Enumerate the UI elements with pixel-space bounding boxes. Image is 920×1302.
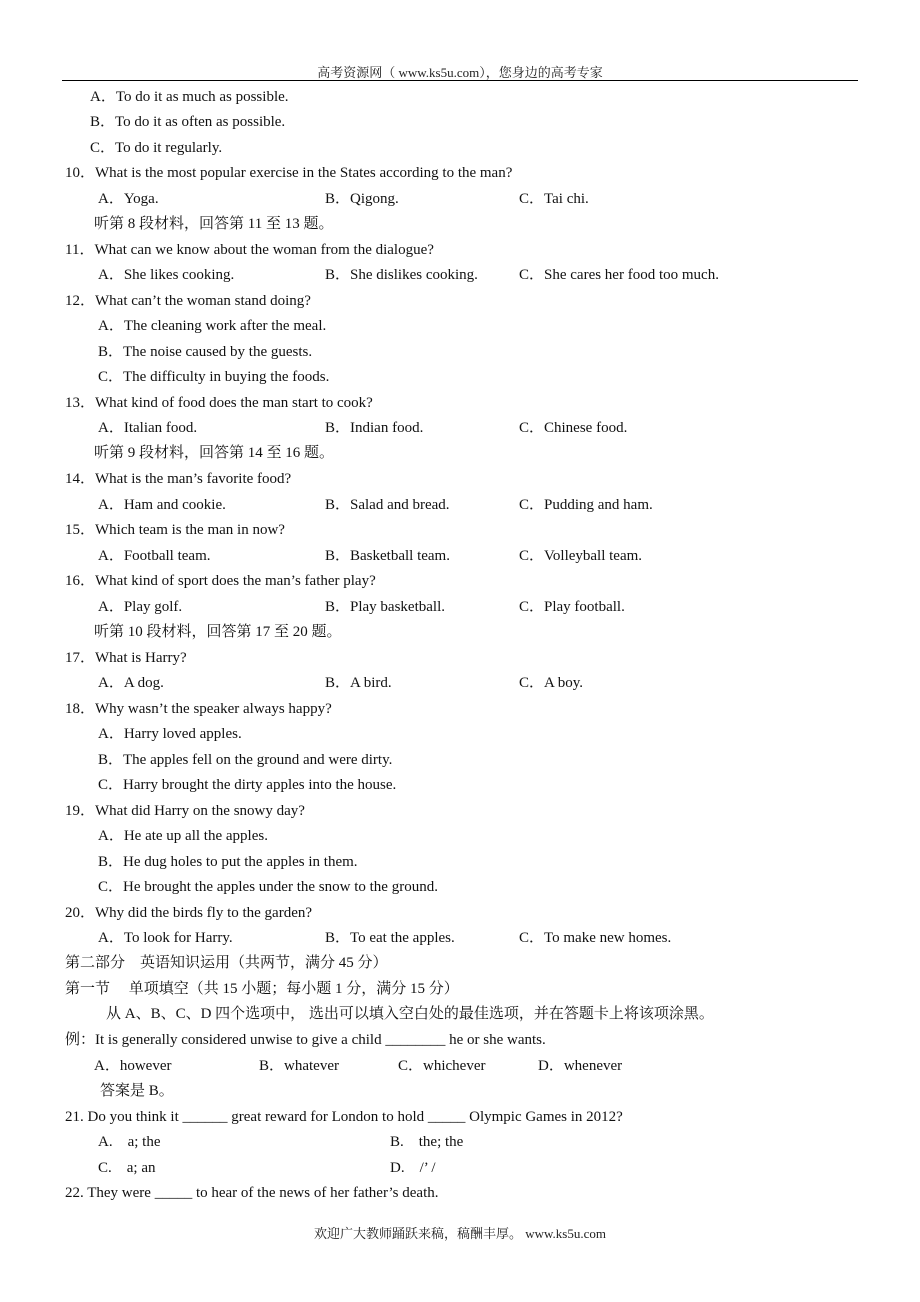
example-option-b: B．whatever: [259, 1058, 339, 1074]
q9-option-a: A．To do it as much as possible.: [90, 89, 289, 105]
q11-option-b: B．She dislikes cooking.: [325, 267, 478, 283]
q21-stem: 21. Do you think it ______ great reward for London to hold _____ Olympic Games in 2012?: [65, 1109, 623, 1125]
q10-option-a: A．Yoga.: [98, 191, 159, 207]
q13-stem: 13．What kind of food does the man start to cook?: [65, 395, 373, 411]
q12-option-c: C．The difficulty in buying the foods.: [98, 369, 330, 385]
q18-option-a: A．Harry loved apples.: [98, 726, 242, 742]
q11-stem: 11．What can we know about the woman from the dialogue?: [65, 242, 434, 258]
q10-option-c: C．Tai chi.: [519, 191, 589, 207]
page-footer: 欢迎广大教师踊跃来稿，稿酬丰厚。 www.ks5u.com: [313, 1226, 606, 1241]
q15-option-c: C．Volleyball team.: [519, 548, 643, 564]
q18-option-b: B．The apples fell on the ground and were dirty.: [98, 752, 393, 768]
q15-stem: 15．Which team is the man in now?: [65, 522, 285, 538]
q17-option-a: A．A dog.: [98, 675, 164, 691]
q21-option-b: B. the; the: [390, 1134, 464, 1150]
q12-option-a: A．The cleaning work after the meal.: [98, 318, 327, 334]
q21-option-a: A. a; the: [98, 1134, 161, 1150]
q12-stem: 12．What can’t the woman stand doing?: [65, 293, 311, 309]
q16-option-b: B．Play basketball.: [325, 599, 445, 615]
q10-option-b: B．Qigong.: [325, 191, 399, 207]
q20-option-b: B．To eat the apples.: [325, 930, 455, 946]
q15-option-a: A．Football team.: [98, 548, 211, 564]
q14-stem: 14．What is the man’s favorite food?: [65, 471, 292, 487]
header-rule: [62, 80, 858, 81]
q16-option-a: A．Play golf.: [98, 599, 183, 615]
q10-stem: 10．What is the most popular exercise in the States according to the man?: [65, 165, 513, 181]
section-instruction: 从 A、B、C、D 四个选项中， 选出可以填入空白处的最佳选项，并在答题卡上将该项涂黑。: [106, 1006, 714, 1022]
section-10-instruction: 听第 10 段材料，回答第 17 至 20 题。: [94, 624, 342, 640]
q15-option-b: B．Basketball team.: [325, 548, 450, 564]
q13-option-b: B．Indian food.: [325, 420, 424, 436]
example-option-a: A．however: [94, 1058, 172, 1074]
q18-option-c: C．Harry brought the dirty apples into the house.: [98, 777, 397, 793]
example-option-d: D．whenever: [538, 1058, 623, 1074]
part-2-heading: 第二部分 英语知识运用（共两节，满分 45 分）: [65, 955, 388, 971]
section-9-instruction: 听第 9 段材料，回答第 14 至 16 题。: [94, 445, 335, 461]
q16-stem: 16．What kind of sport does the man’s father play?: [65, 573, 376, 589]
q9-option-c: C．To do it regularly.: [90, 140, 223, 156]
q17-option-b: B．A bird.: [325, 675, 392, 691]
page-header: 高考资源网（ www.ks5u.com），您身边的高考专家: [317, 65, 603, 80]
part-2-section-1-heading: 第一节 单项填空（共 15 小题；每小题 1 分，满分 15 分）: [65, 981, 459, 997]
section-8-instruction: 听第 8 段材料，回答第 11 至 13 题。: [94, 216, 334, 232]
q22-stem: 22. They were _____ to hear of the news of her father’s death.: [65, 1185, 439, 1201]
q21-option-c: C. a; an: [98, 1160, 156, 1176]
q17-option-c: C．A boy.: [519, 675, 584, 691]
q20-option-a: A．To look for Harry.: [98, 930, 233, 946]
example-stem: 例：It is generally considered unwise to give a child ________ he or she wants.: [65, 1032, 546, 1048]
q21-option-d: D. /’ /: [390, 1160, 436, 1176]
q17-stem: 17．What is Harry?: [65, 650, 187, 666]
q16-option-c: C．Play football.: [519, 599, 625, 615]
q19-option-c: C．He brought the apples under the snow to the ground.: [98, 879, 438, 895]
q20-option-c: C．To make new homes.: [519, 930, 672, 946]
q13-option-c: C．Chinese food.: [519, 420, 628, 436]
example-answer: 答案是 B。: [100, 1083, 174, 1099]
q19-stem: 19．What did Harry on the snowy day?: [65, 803, 305, 819]
q11-option-c: C．She cares her food too much.: [519, 267, 719, 283]
q11-option-a: A．She likes cooking.: [98, 267, 235, 283]
q13-option-a: A．Italian food.: [98, 420, 198, 436]
q20-stem: 20．Why did the birds fly to the garden?: [65, 905, 313, 921]
q12-option-b: B．The noise caused by the guests.: [98, 344, 313, 360]
q14-option-c: C．Pudding and ham.: [519, 497, 653, 513]
q19-option-a: A．He ate up all the apples.: [98, 828, 268, 844]
q14-option-b: B．Salad and bread.: [325, 497, 450, 513]
example-option-c: C．whichever: [398, 1058, 486, 1074]
q9-option-b: B．To do it as often as possible.: [90, 114, 286, 130]
q18-stem: 18．Why wasn’t the speaker always happy?: [65, 701, 332, 717]
q19-option-b: B．He dug holes to put the apples in them.: [98, 854, 358, 870]
q14-option-a: A．Ham and cookie.: [98, 497, 226, 513]
